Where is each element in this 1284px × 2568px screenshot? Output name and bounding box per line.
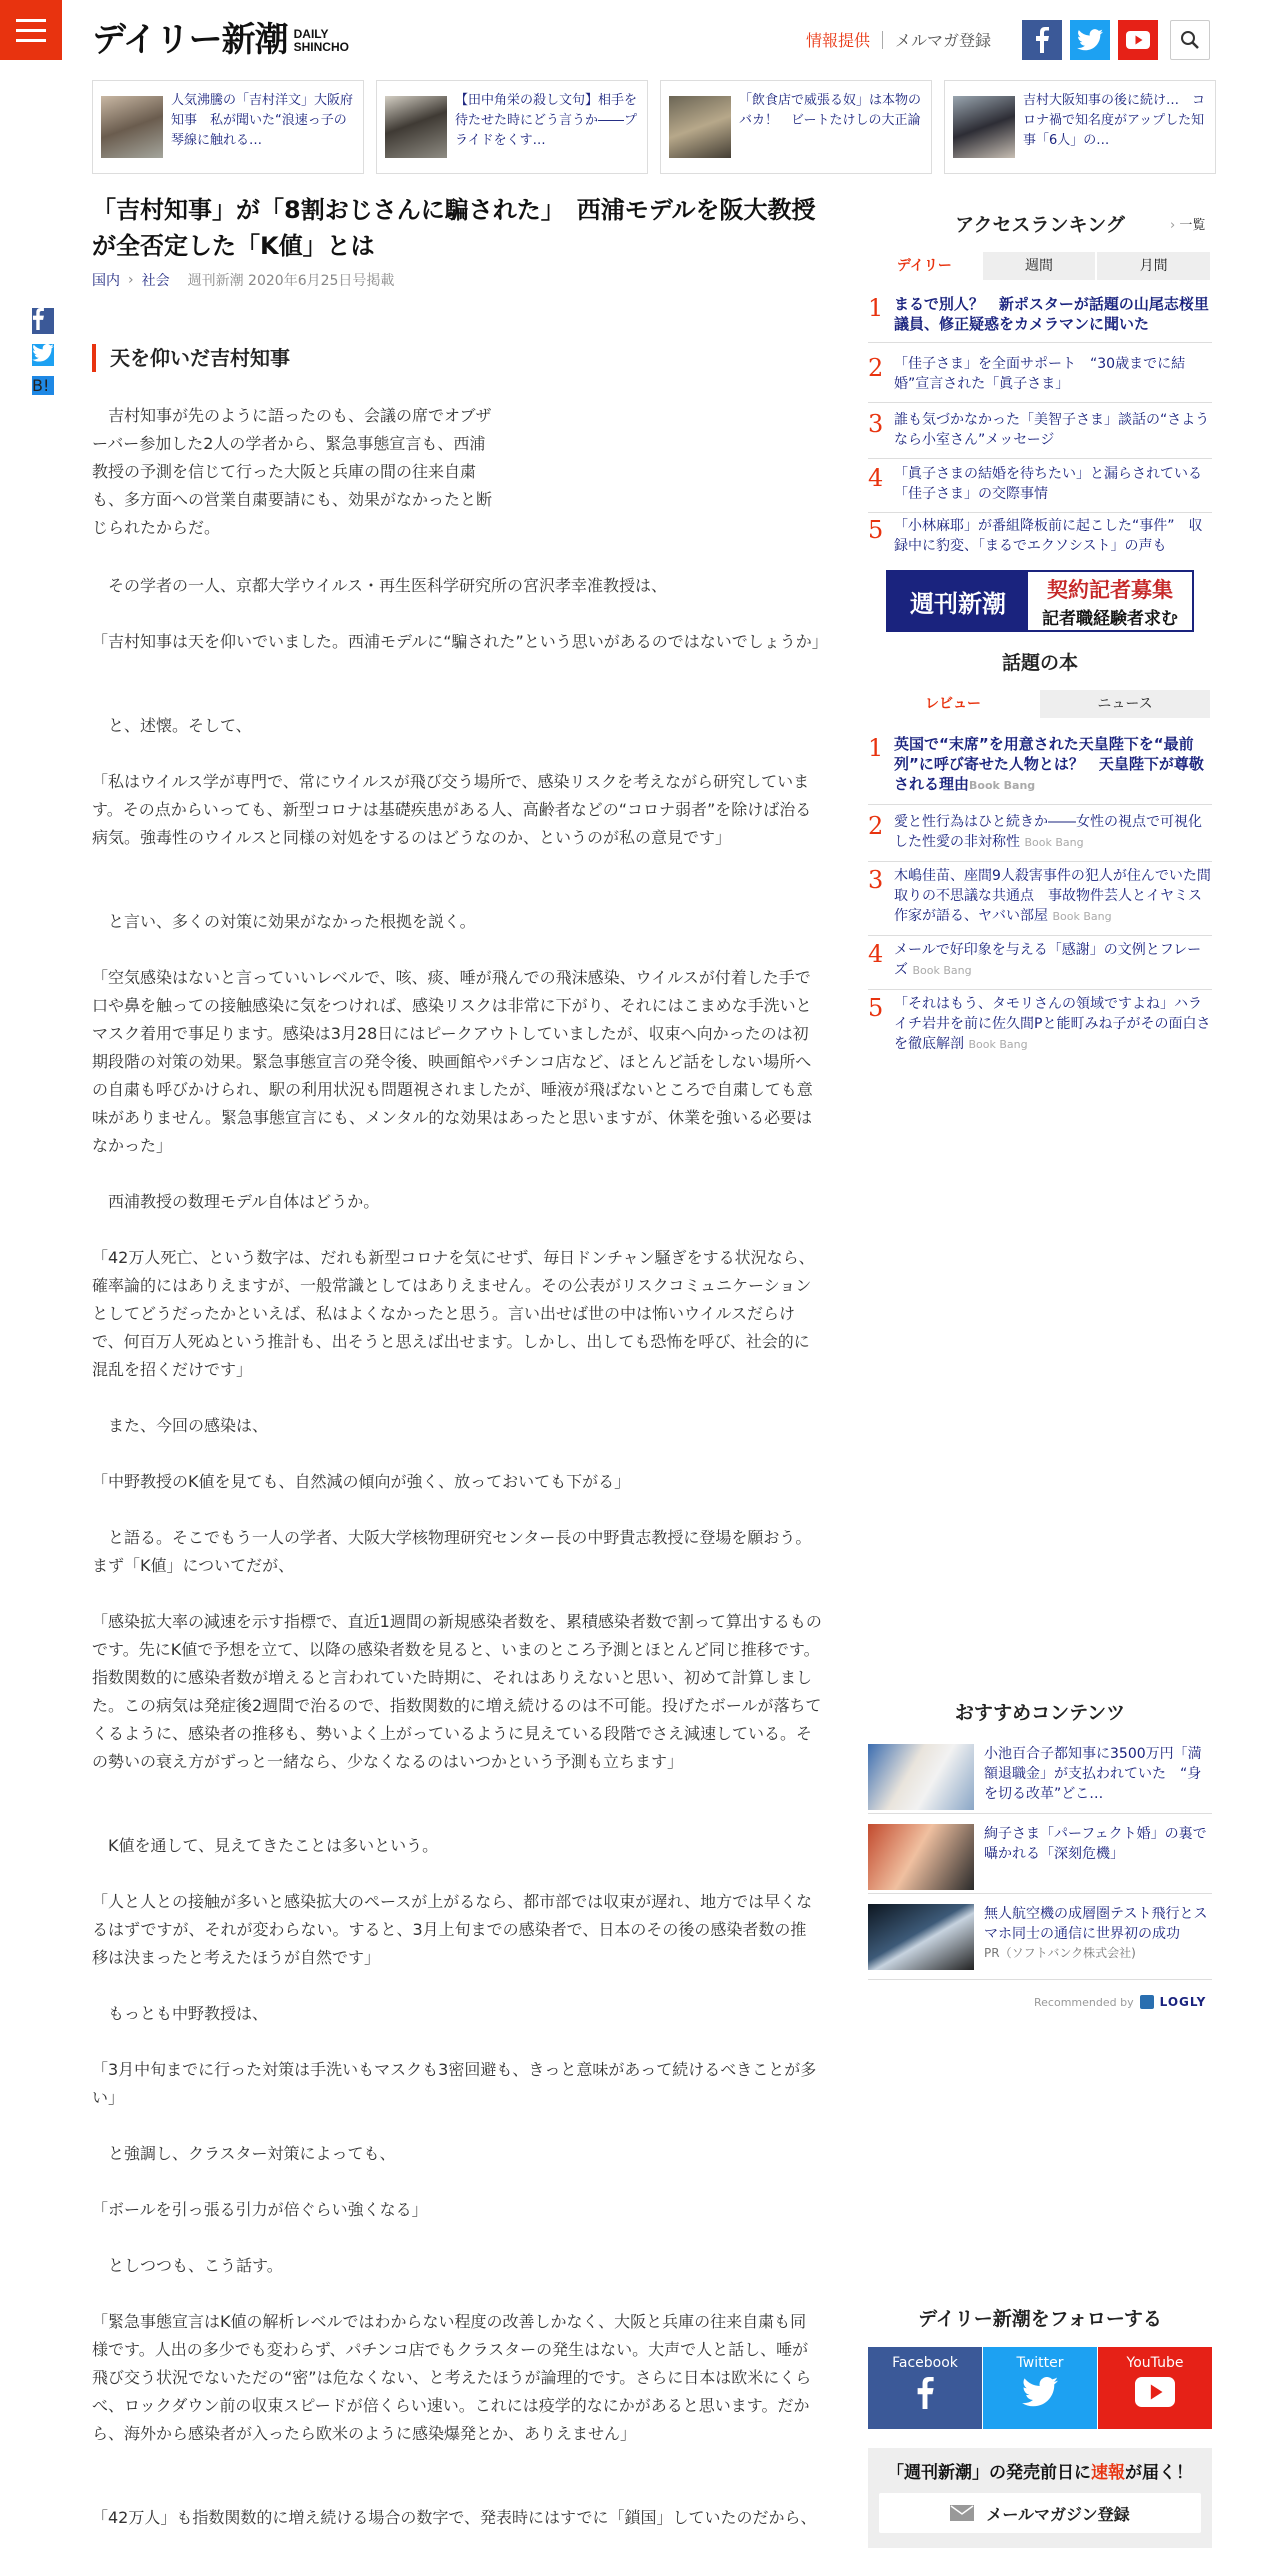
- newsletter-register-button[interactable]: メールマガジン登録: [879, 2493, 1201, 2533]
- header-links: [806, 28, 991, 51]
- hamburger-menu-button[interactable]: [0, 0, 62, 60]
- book-title: メールで好印象を与える「感謝」の文例とフレーズ Book Bang: [894, 942, 1202, 978]
- logly-icon: [1140, 1995, 1154, 2009]
- recommend-item[interactable]: [868, 1824, 1212, 1894]
- related-article-card[interactable]: [376, 80, 648, 174]
- article-paragraph: 「42万人」も指数関数的に増え続ける場合の数字で、発表時にはすでに「鎖国」していたのだから、: [92, 2508, 817, 2527]
- related-article-title: 吉村大阪知事の後に続け… コロナ禍で知名度がアップした知事「6人」の…: [1023, 93, 1206, 148]
- article-paragraph: 西浦教授の数理モデル自体はどうか。: [92, 1192, 380, 1211]
- site-logo[interactable]: [92, 22, 349, 58]
- tab-review[interactable]: レビュー: [868, 690, 1040, 718]
- share-buttons: [32, 308, 54, 395]
- ranking-heading: アクセスランキング: [955, 214, 1125, 236]
- tab-news[interactable]: ニュース: [1040, 690, 1212, 718]
- tips-link[interactable]: 情報提供: [806, 31, 871, 50]
- mail-icon: [950, 2505, 974, 2521]
- rank-number: 3: [868, 866, 884, 894]
- article-paragraph: としつつも、こう話す。: [92, 2256, 283, 2275]
- share-hatena-button[interactable]: B!: [32, 376, 54, 395]
- follow-youtube-button[interactable]: YouTube: [1098, 2347, 1212, 2429]
- book-title: 「それはもう、タモリさんの領域ですよね」ハライチ岩井を前に佐久間Pと能町みね子がその面白さを徹底解剖 Book Bang: [894, 996, 1211, 1052]
- search-icon: [1180, 30, 1200, 50]
- article-paragraph: 吉村知事が先のように語ったのも、会議の席でオブザーバー参加した2人の学者から、緊急事態宣言も、西浦教授の予測を信じて行った大阪と兵庫の間の往来自粛も、多方面への営業自粛要請にも、効果がなかったと断じられたからだ。: [92, 406, 493, 537]
- rank-number: 5: [868, 994, 884, 1022]
- ranking-item[interactable]: [868, 516, 1212, 564]
- tab-monthly[interactable]: 月間: [1097, 252, 1212, 280]
- recommend-title: 小池百合子都知事に3500万円「満額退職金」が支払われていた “身を切る改革”どこ…: [984, 1746, 1202, 1802]
- twitter-icon: [1077, 29, 1103, 51]
- newsletter-link[interactable]: メルマガ登録: [895, 31, 992, 50]
- logo-english: DAILY SHINCHO: [293, 27, 349, 54]
- breadcrumb-domestic[interactable]: 国内: [92, 273, 120, 289]
- book-item[interactable]: [868, 940, 1212, 990]
- newsletter-heading: 「週刊新潮」の発売前日に速報が届く！: [887, 2463, 1193, 2483]
- related-article-card[interactable]: [660, 80, 932, 174]
- article-paragraph: 「42万人死亡、という数字は、だれも新型コロナを気にせず、毎日ドンチャン騒ぎをする状況なら、確率論的にはありえますが、一般常識としてはありえません。その公表がリスクコミュニケーションとしてどうだったかといえば、私はよくなかったと思う。言い出せば世の中は怖いウイルスだらけで、何百万人死ぬという推計も、出そうと思えば出せます。しかし、出しても恐怖を呼び、社会的に混乱を招くだけです」: [92, 1248, 815, 1379]
- recommend-title: 無人航空機の成層圏テスト飛行とスマホ同士の通信に世界初の成功: [984, 1906, 1208, 1942]
- recommend-item[interactable]: [868, 1904, 1212, 1980]
- rank-title: 「佳子さま」を全面サポート “30歳までに結婚”宣言された「眞子さま」: [894, 356, 1186, 392]
- breadcrumb-society[interactable]: 社会: [141, 273, 170, 289]
- article-paragraph: と、述懐。そして、: [92, 716, 252, 735]
- book-item[interactable]: [868, 994, 1212, 1063]
- youtube-icon: [1135, 2377, 1175, 2407]
- youtube-button[interactable]: [1118, 20, 1158, 60]
- article-thumbnail: [385, 96, 447, 158]
- rank-title: 「小林麻耶」が番組降板前に起こした“事件” 収録中に豹変、「まるでエクソシスト」の声も: [894, 518, 1203, 554]
- follow-heading: デイリー新潮をフォローする: [918, 2308, 1162, 2330]
- banner-text: 契約記者募集 記者職経験者求む: [1042, 576, 1178, 629]
- menu-bar-icon: [16, 39, 46, 42]
- tab-weekly[interactable]: 週間: [983, 252, 1098, 280]
- article-thumbnail: [953, 96, 1015, 158]
- rank-number: 4: [868, 940, 884, 968]
- related-article-card[interactable]: [944, 80, 1216, 174]
- article-paragraph: 「中野教授のK値を見ても、自然減の傾向が強く、放っておいても下がる」: [92, 1472, 631, 1491]
- ranking-tabs: [868, 252, 1212, 280]
- article-paragraph: と語る。そこでもう一人の学者、大阪大学核物理研究センター長の中野貴志教授に登場を願おう。まず「K値」についてだが、: [92, 1528, 812, 1575]
- twitter-button[interactable]: [1070, 20, 1110, 60]
- book-title: 英国で“末席”を用意された天皇陛下を“最前列”に呼び寄せた人物とは？ 天皇陛下が尊敬される理由Book Bang: [894, 735, 1204, 793]
- rank-title: 誰も気づかなかった「美智子さま」談話の“さようなら小室さん”メッセージ: [894, 412, 1210, 448]
- article-paragraph: と言い、多くの対策に効果がなかった根拠を説く。: [92, 912, 476, 931]
- follow-twitter-button[interactable]: Twitter: [983, 2347, 1097, 2429]
- book-title: 愛と性行為はひと続きか――女性の視点で可視化した性愛の非対称性 Book Bang: [894, 814, 1202, 850]
- article-thumbnail: [101, 96, 163, 158]
- book-item[interactable]: [868, 866, 1212, 936]
- logo-japanese: デイリー新潮: [92, 20, 288, 60]
- ranking-item[interactable]: [868, 294, 1212, 343]
- article-paragraph: 「3月中旬までに行った対策は手洗いもマスクも3密回避も、きっと意味があって続けるべきことが多い」: [92, 2060, 817, 2107]
- newsletter-box: [868, 2448, 1212, 2548]
- recommend-item[interactable]: [868, 1744, 1212, 1814]
- rank-title: まるで別人？ 新ポスターが話題の山尾志桜里議員、修正疑惑をカメラマンに聞いた: [894, 295, 1209, 333]
- book-item[interactable]: [868, 812, 1212, 862]
- share-twitter-button[interactable]: [32, 344, 54, 366]
- article-paragraph: 「ボールを引っ張る引力が倍ぐらい強くなる」: [92, 2200, 428, 2219]
- facebook-icon: [916, 2377, 934, 2409]
- chevron-right-icon: ›: [1170, 218, 1180, 233]
- menu-bar-icon: [16, 19, 46, 22]
- book-title: 木嶋佳苗、座間9人殺害事件の犯人が住んでいた間取りの不思議な共通点 事故物件芸人とイヤミス作家が語る、ヤバい部屋 Book Bang: [894, 868, 1211, 924]
- rank-number: 1: [868, 734, 884, 762]
- twitter-icon: [32, 344, 54, 362]
- facebook-icon: [1035, 27, 1049, 53]
- ranking-item[interactable]: [868, 464, 1212, 513]
- recommended-by: Recommended by LOGLY: [1034, 1995, 1207, 2009]
- article-paragraph: 「人と人との接触が多いと感染拡大のペースが上がるなら、都市部では収束が遅れ、地方では早くなるはずですが、それが変わらない。すると、3月上旬までの感染者で、日本のその後の感染者数の推移は決まったと考えたほうが自然です」: [92, 1892, 813, 1967]
- article-paragraph: と強調し、クラスター対策によっても、: [92, 2144, 396, 2163]
- recommend-pr: PR（ソフトバンク株式会社): [984, 1946, 1136, 1960]
- books-heading: 話題の本: [1001, 652, 1078, 674]
- related-article-card[interactable]: [92, 80, 364, 174]
- article-paragraph: 「緊急事態宣言はK値の解析レベルではわからない程度の改善しかなく、大阪と兵庫の往来自粛も同様です。人出の多少でも変わらず、パチンコ店でもクラスターの発生はない。大声で人と話し、唾が飛び交う状況でないただの“密”は危なくない、と考えたほうが論理的です。さらに日本は欧米にくらべ、ロックダウン前の収束スピードが倍くらい速い。これには疫学的なにかがあると思います。だから、海外から感染者が入ったら欧米のように感染爆発とか、ありえません」: [92, 2312, 812, 2443]
- article-paragraph: また、今回の感染は、: [92, 1416, 269, 1435]
- rank-number: 5: [868, 516, 884, 544]
- recommend-heading: おすすめコンテンツ: [954, 1702, 1126, 1724]
- menu-bar-icon: [16, 29, 46, 32]
- twitter-icon: [1022, 2377, 1058, 2407]
- share-facebook-button[interactable]: [32, 308, 54, 334]
- youtube-icon: [1126, 31, 1150, 49]
- chevron-right-icon: ›: [128, 272, 134, 288]
- article-paragraph: 「感染拡大率の減速を示す指標で、直近1週間の新規感染者数を、累積感染者数で割って算出するものです。先にK値で予想を立て、以降の感染者数を見ると、いまのところ予測とほとんど同じ推移です。指数関数的に感染者数が増えると言われていた時期に、それはありえないと思い、初めて計算しました。この病気は発症後2週間で治るので、指数関数的に増え続けるのは不可能。投げたボールが落ちてくるように、感染者の推移も、勢いよく上がっているように見えている段階でさえ減速している。その勢いの衰え方がずっと一緒なら、少なくなるのはいつかという予測も立ちます」: [92, 1612, 822, 1771]
- recommend-thumbnail: [868, 1824, 974, 1890]
- breadcrumb: [92, 270, 394, 290]
- banner-shukan-shincho: 週刊新潮: [888, 572, 1028, 630]
- recommend-thumbnail: [868, 1904, 974, 1970]
- related-article-title: 人気沸騰の「吉村洋文」大阪府知事 私が聞いた“浪速っ子の琴線に触れる…: [171, 93, 354, 148]
- article-paragraph: 「吉村知事は天を仰いでいました。西浦モデルに“騙された”という思いがあるのではないでしょうか」: [92, 632, 828, 651]
- rank-title: 「眞子さまの結婚を待ちたい」と漏らされている「佳子さま」の交際事情: [894, 466, 1202, 502]
- book-item[interactable]: [868, 734, 1212, 805]
- related-article-title: 【田中角栄の殺し文句】相手を待たせた時にどう言うか――プライドをくす…: [455, 93, 638, 148]
- recommend-thumbnail: [868, 1744, 974, 1810]
- ranking-more-link[interactable]: › 一覧: [1170, 218, 1206, 233]
- article-title: 「吉村知事」が「8割おじさんに騙された」 西浦モデルを阪大教授が全否定した「K値」とは: [92, 196, 816, 260]
- related-article-title: 「飲食店で威張る奴」は本物のバカ！ ビートたけしの大正論: [739, 93, 922, 128]
- divider: [882, 31, 883, 49]
- article-paragraph: 「私はウイルス学が専門で、常にウイルスが飛び交う場所で、感染リスクを考えながら研究しています。その点からいっても、新型コロナは基礎疾患がある人、高齢者などの“コロナ弱者”を除けば治る病気。強毒性のウイルスと同様の対処をするのはどうなのか、というのが私の意見です」: [92, 772, 812, 847]
- article-paragraph: もっとも中野教授は、: [92, 2004, 269, 2023]
- books-tabs: [868, 690, 1212, 718]
- follow-facebook-button[interactable]: Facebook: [868, 2347, 982, 2429]
- facebook-button[interactable]: [1022, 20, 1062, 60]
- search-button[interactable]: [1170, 20, 1210, 60]
- rank-number: 2: [868, 812, 884, 840]
- ranking-item[interactable]: [868, 410, 1212, 459]
- article-paragraph: その学者の一人、京都大学ウイルス・再生医科学研究所の宮沢孝幸准教授は、: [92, 576, 668, 595]
- facebook-icon: [32, 308, 44, 330]
- tab-daily[interactable]: デイリー: [868, 252, 983, 280]
- article-paragraph: 「空気感染はないと言っていいレベルで、咳、痰、唾が飛んでの飛沫感染、ウイルスが付着した手で口や鼻を触っての接触感染に気をつければ、感染リスクは非常に下がり、それにはこまめな手洗いとマスク着用で事足ります。感染は3月28日にはピークアウトしていましたが、収束へ向かったのは初期段階の対策の効果。緊急事態宣言の発令後、映画館やパチンコ店など、ほとんど話をしない場所への自粛も呼びかけられ、駅の利用状況も問題視されましたが、唾液が飛ばないところで自粛しても意味がありません。緊急事態宣言にも、メンタル的な効果はあったと思いますが、休業を強いる必要はなかった」: [92, 968, 813, 1155]
- recruitment-banner[interactable]: [886, 570, 1194, 632]
- rank-number: 3: [868, 410, 884, 438]
- ranking-item[interactable]: [868, 354, 1212, 403]
- article-thumbnail: [669, 96, 731, 158]
- publish-date: 週刊新潮 2020年6月25日号掲載: [187, 273, 395, 289]
- recommend-title: 絢子さま「パーフェクト婚」の裏で囁かれる「深刻危機」: [984, 1826, 1207, 1862]
- rank-number: 1: [868, 294, 884, 322]
- article-paragraph: K値を通して、見えてきたことは多いという。: [92, 1836, 439, 1855]
- rank-number: 4: [868, 464, 884, 492]
- rank-number: 2: [868, 354, 884, 382]
- section-subheading: 天を仰いだ吉村知事: [92, 344, 290, 372]
